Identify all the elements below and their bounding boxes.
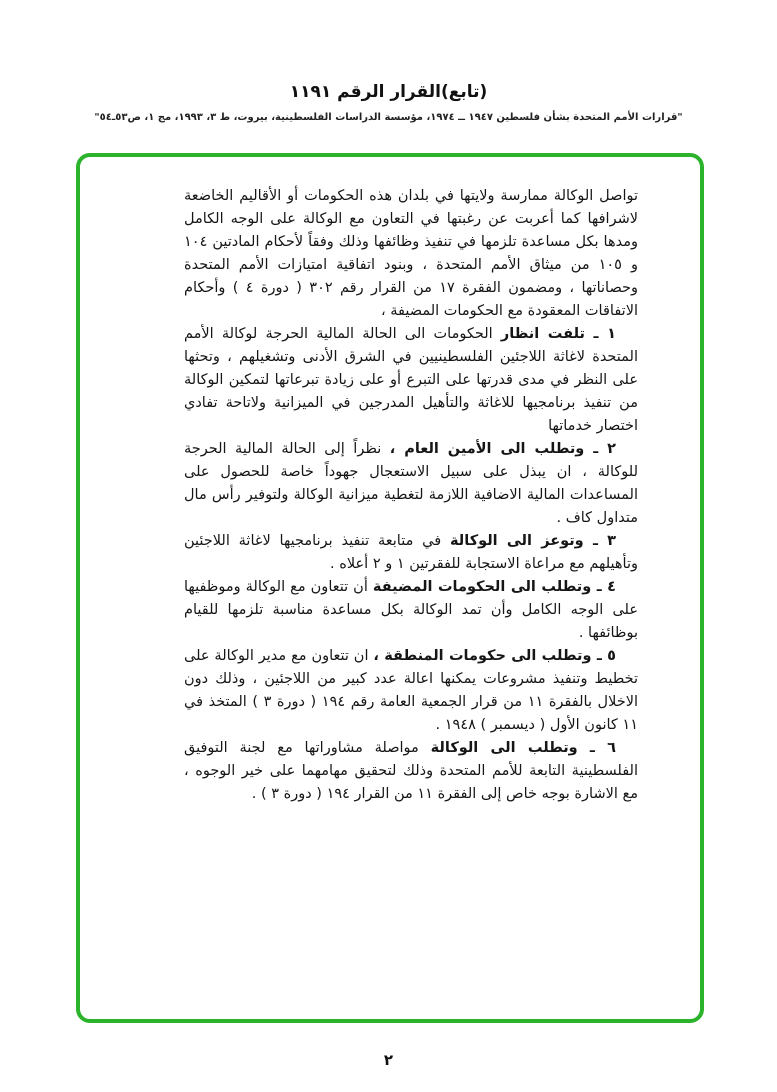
clause-3: [184, 530, 638, 576]
clause-6-text: مواصلة مشاوراتها مع لجنة التوفيق الفلسطينية التابعة للأمم المتحدة وذلك لتحقيق مهامهما على خير الوجوه ، مع الاشارة بوجه خاص إلى الفقرة ١١ من القرار ١٩٤ ( دورة ٣ ) .: [184, 740, 638, 802]
clause-2: [184, 438, 638, 530]
clause-1-lead: ١ ـ تلفت انظار: [500, 326, 616, 342]
paragraph-intro: [184, 185, 638, 323]
clause-1-text: الحكومات الى الحالة المالية الحرجة لوكالة الأمم المتحدة لاغاثة اللاجئين الفلسطينيين في الشرق الأدنى وتشغيلهم ، وتحثها على النظر في مدى قدرتها على التبرع أو على زيادة تبرعاتها لتمكين الوكالة من تنفيذ برنامجيها للاغاثة والتأهيل المدرجين في الميزانية ولاتاحة تفادي اختصار خدماتها: [184, 326, 638, 434]
clause-3-lead: ٣ ـ وتوعز الى الوكالة: [450, 533, 617, 549]
content-border-box: [76, 153, 704, 1023]
resolution-title: (تابع)القرار الرقم ١١٩١: [289, 82, 488, 102]
resolution-text-block: [80, 157, 700, 806]
clause-5-lead: ٥ ـ وتطلب الى حكومات المنطقة ،: [373, 648, 616, 664]
source-citation: "قرارات الأمم المتحدة بشأن فلسطين ١٩٤٧ ــ ١٩٧٤، مؤسسة الدراسات الفلسطينية، بيروت، ط ٣، ١٩٩٣، مج ١، ص٥٣ـ٥٤": [94, 112, 683, 123]
clause-2-lead: ٢ ـ وتطلب الى الأمين العام ،: [389, 441, 616, 457]
paragraph-intro-text: تواصل الوكالة ممارسة ولايتها في بلدان هذه الحكومات أو الأقاليم الخاضعة لاشرافها كما أعربت عن رغبتها في التعاون مع الوكالة على الوجه الكامل ومدها بكل مساعدة تلزمها في تنفيذ وظائفها وذلك وفقاً لأحكام المادتين ١٠٤ و ١٠٥ من ميثاق الأمم المتحدة ، وبنود اتفاقية امتيازات الأمم المتحدة وحصاناتها ، ومضمون الفقرة ١٧ من القرار رقم ٣٠٢ ( دورة ٤ ) وأحكام الاتفاقات المعقودة مع الحكومات المضيفة ،: [184, 188, 639, 319]
clause-6: [184, 737, 638, 806]
clause-5: [184, 645, 638, 737]
clause-6-lead: ٦ ـ وتطلب الى الوكالة: [430, 740, 616, 756]
page-header: [0, 82, 777, 102]
clause-5-text: ان تتعاون مع مدير الوكالة على تخطيط وتنفيذ مشروعات يمكنها اعالة عدد كبير من اللاجئين ، وذلك دون الاخلال بالفقرة ١١ من قرار الجمعية العامة رقم ١٩٤ ( دورة ٣ ) المتخذ في ١١ كانون الأول ( ديسمبر ) ١٩٤٨ .: [184, 648, 638, 733]
page-number: ٢: [383, 1051, 394, 1069]
page-footer: [0, 1050, 777, 1069]
clause-3-text: في متابعة تنفيذ برنامجيها لاغاثة اللاجئين وتأهيلهم مع مراعاة الاستجابة للفقرتين ١ و ٢ أعلاه .: [184, 533, 638, 572]
clause-4: [184, 576, 638, 645]
clause-4-lead: ٤ ـ وتطلب الى الحكومات المضيفة: [372, 579, 616, 595]
clause-2-text: نظراً إلى الحالة المالية الحرجة للوكالة ، ان يبذل على سبيل الاستعجال جهوداً خاصة للحصول على المساعدات المالية الاضافية اللازمة لتغطية ميزانية الوكالة ولتوفير رأس مال متداول كاف .: [184, 441, 638, 526]
clause-1: [184, 323, 638, 438]
clause-4-text: أن تتعاون مع الوكالة وموظفيها على الوجه الكامل وأن تمد الوكالة بكل مساعدة مناسبة تلزمها للقيام بوظائفها .: [184, 579, 638, 641]
